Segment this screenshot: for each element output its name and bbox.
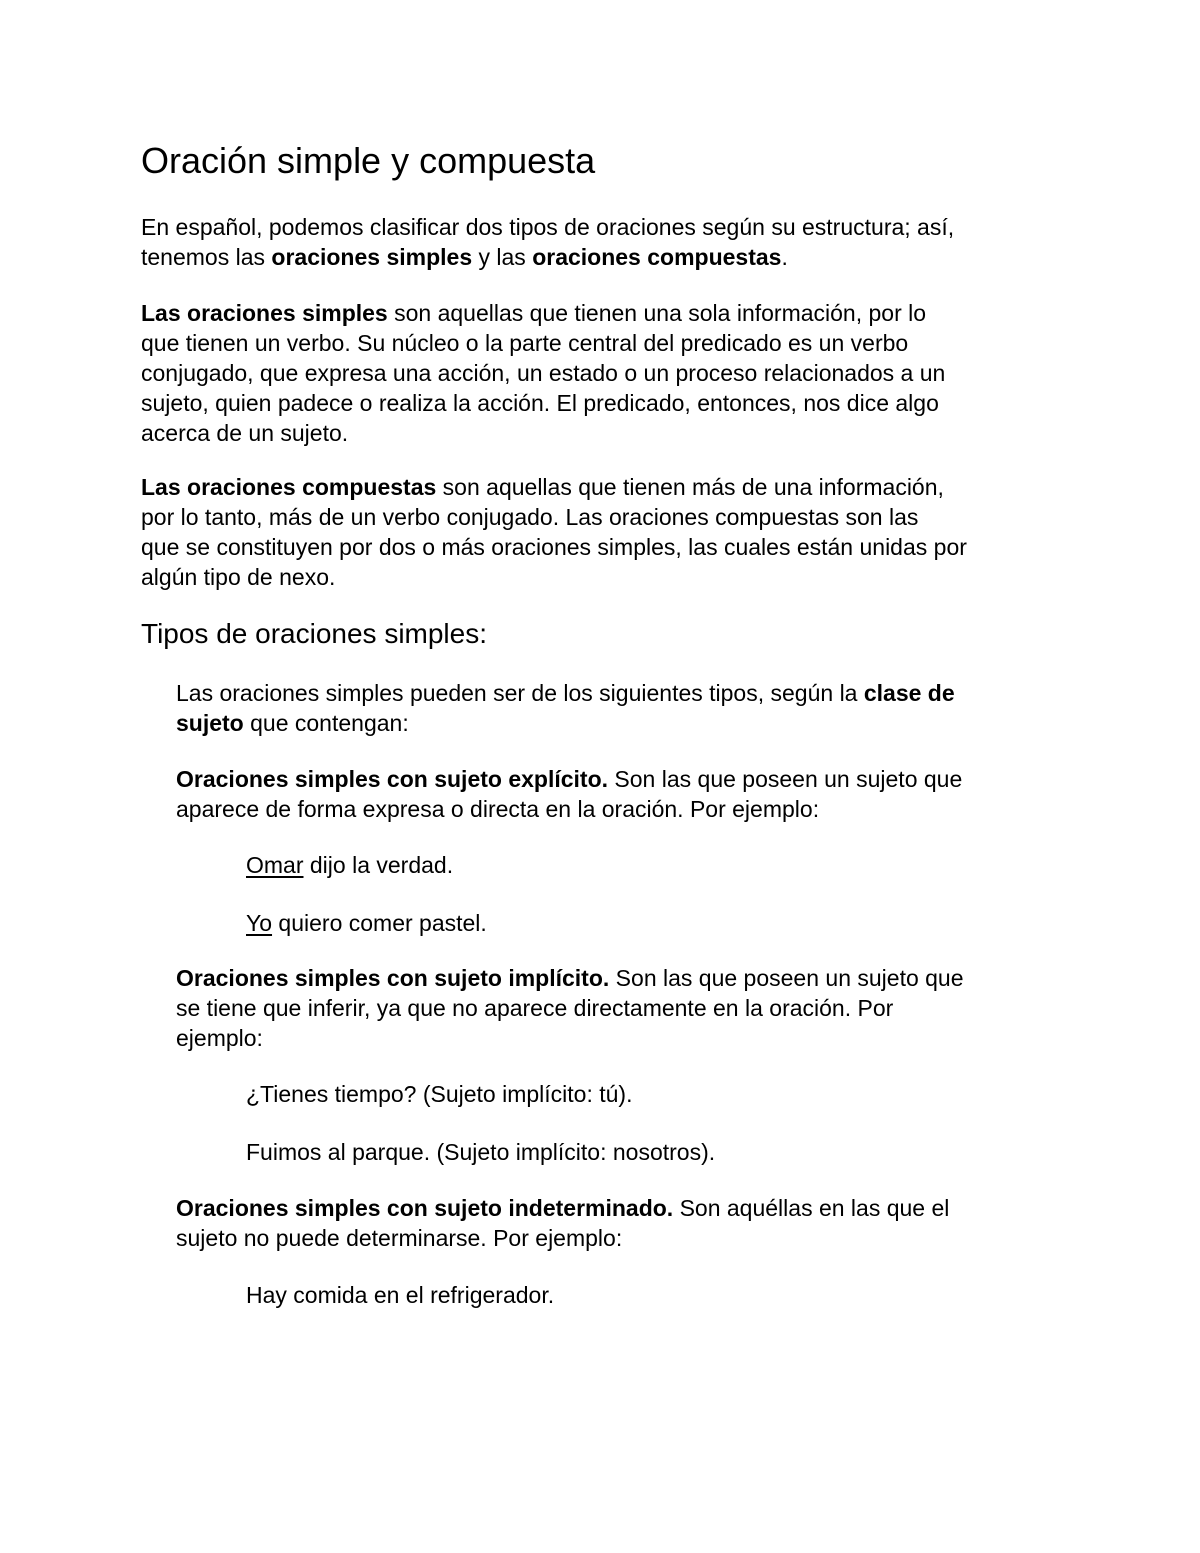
implicito-paragraph [176,963,1076,1053]
example-2 [246,908,1046,938]
compuestas-line-3: que se constituyen por dos o más oraciones simples, las cuales están unidas por [141,534,967,560]
simples-line-3: conjugado, que expresa una acción, un estado o un proceso relacionados a un [141,360,946,386]
example-2-line [246,908,1046,938]
compuestas-line-2: por lo tanto, más de un verbo conjugado. Las oraciones compuestas son las [141,504,919,530]
intro-line-1: En español, podemos clasificar dos tipos de oraciones según su estructura; así, [141,214,955,240]
example-1-text: dijo la verdad. [303,852,454,878]
intro-text: . [781,244,788,270]
compuestas-text: son aquellas que tienen más de una información, [436,474,944,500]
example-2-subject: Yo [246,910,273,936]
indeterminado-bold-term: Oraciones simples con sujeto indeterminado. [176,1195,674,1221]
simples-line-4: sujeto, quien padece o realiza la acción. El predicado, entonces, nos dice algo [141,390,939,416]
tipos-intro-text: Las oraciones simples pueden ser de los siguientes tipos, según la [176,680,864,706]
implicito-line-3: ejemplo: [176,1025,263,1051]
explicito-bold-term: Oraciones simples con sujeto explícito. [176,766,609,792]
intro-paragraph [141,212,1101,272]
indeterminado-line-1 [176,1193,1076,1223]
example-1-line [246,850,1046,880]
simples-line-5: acerca de un sujeto. [141,420,349,446]
implicito-text: Son las que poseen un sujeto que [609,965,964,991]
tipos-intro-paragraph [176,678,1076,738]
explicito-line-2: aparece de forma expresa o directa en la oración. Por ejemplo: [176,796,820,822]
compuestas-bold-term: Las oraciones compuestas [141,474,437,500]
simples-text: son aquellas que tienen una sola información, por lo [387,300,927,326]
simples-paragraph [141,298,1101,448]
tipos-intro-line-1 [176,678,1076,708]
indeterminado-line-2: sujeto no puede determinarse. Por ejemplo: [176,1225,623,1251]
example-1 [246,850,1046,880]
intro-bold-compuestas: oraciones compuestas [532,244,782,270]
example-5 [246,1280,1046,1310]
simples-line-2: que tienen un verbo. Su núcleo o la parte central del predicado es un verbo [141,330,909,356]
simples-bold-term: Las oraciones simples [141,300,388,326]
tipos-intro-bold: clase de [863,680,955,706]
example-5-text: Hay comida en el refrigerador. [246,1282,555,1308]
compuestas-line-4: algún tipo de nexo. [141,564,336,590]
explicito-line-1 [176,764,1076,794]
explicito-paragraph [176,764,1076,824]
example-4-text: Fuimos al parque. (Sujeto implícito: nosotros). [246,1139,716,1165]
implicito-bold-term: Oraciones simples con sujeto implícito. [176,965,610,991]
compuestas-paragraph [141,472,1101,592]
example-3 [246,1079,1046,1109]
implicito-line-1 [176,963,1076,993]
explicito-text: Son las que poseen un sujeto que [608,766,963,792]
example-2-text: quiero comer pastel. [272,910,487,936]
page-title: Oración simple y compuesta [141,140,596,181]
simples-line-1 [141,298,1101,328]
example-4 [246,1137,1046,1167]
indeterminado-text: Son aquéllas en las que el [673,1195,950,1221]
intro-text: y las [472,244,533,270]
section-subtitle: Tipos de oraciones simples: [141,618,488,649]
compuestas-line-1 [141,472,1101,502]
tipos-intro-text: que contengan: [243,710,409,736]
example-3-text: ¿Tienes tiempo? (Sujeto implícito: tú). [246,1081,633,1107]
indeterminado-paragraph [176,1193,1076,1253]
tipos-intro-line-2 [176,708,1076,738]
example-1-subject: Omar [246,852,304,878]
intro-bold-simples: oraciones simples [271,244,473,270]
intro-text: tenemos las [141,244,272,270]
tipos-intro-bold: sujeto [176,710,244,736]
implicito-line-2: se tiene que inferir, ya que no aparece directamente en la oración. Por [176,995,894,1021]
intro-line-2 [141,242,1101,272]
